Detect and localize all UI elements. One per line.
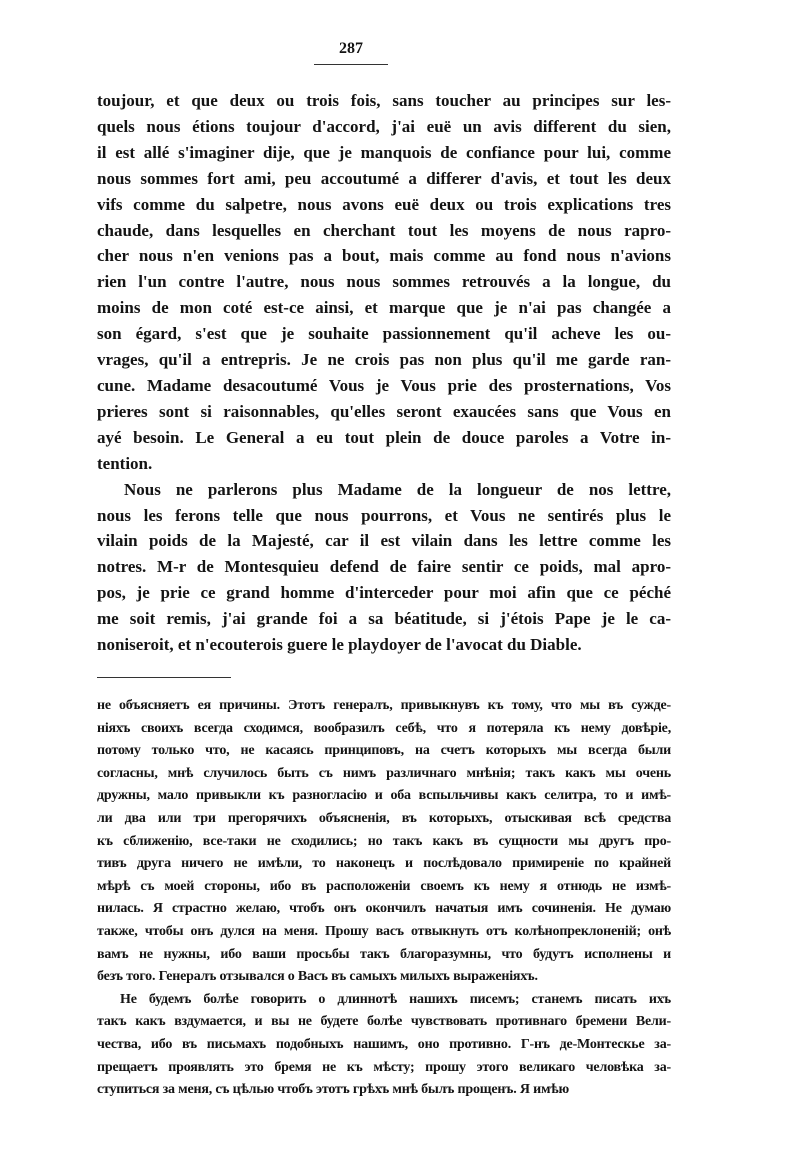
- french-text-block: [97, 88, 671, 658]
- text-line: такъ какъ вздумается, и вы не будете болѣе чувствовать противнаго бремени Вели-: [97, 1014, 671, 1030]
- page-number-rule: [314, 64, 388, 65]
- text-line: notres. M-r de Montesquieu defend de faire sentir ce poids, mal apro-: [97, 557, 671, 577]
- text-line: noniseroit, et n'ecouterois guere le playdoyer de l'avocat du Diable.: [97, 635, 582, 655]
- text-line: Не будемъ болѣе говорить о длиннотѣ нашихъ писемъ; станемъ писать ихъ: [120, 991, 671, 1007]
- text-line: вамъ не нужны, ибо ваши просьбы такъ благоразумны, что будутъ исполнены и: [97, 946, 671, 962]
- text-line: cune. Madame desacoutumé Vous je Vous prie des prosternations, Vos: [97, 375, 671, 395]
- text-line: toujour, et que deux ou trois fois, sans toucher au principes sur les-: [97, 91, 671, 110]
- text-line: cher nous n'en venions pas a bout, mais comme au fond nous n'avions: [97, 246, 671, 266]
- text-line: дружны, мало привыкли къ разногласію и оба вспыльчивы какъ селитра, то и имѣ-: [97, 788, 671, 804]
- text-line: chaude, dans lesquelles en cherchant tout les moyens de nous rapro-: [97, 220, 671, 240]
- text-line: мѣрѣ съ моей стороны, ибо въ расположеніи своемъ къ нему я отнюдь не измѣ-: [97, 878, 671, 894]
- text-line: ayé besoin. Le General a eu tout plein de douce paroles a Votre in-: [97, 427, 671, 447]
- text-line: son égard, s'est que je souhaite passionnement qu'il acheve les ou-: [97, 324, 671, 344]
- text-line: rien l'un contre l'autre, nous nous sommes retrouvés a la longue, du: [97, 272, 671, 292]
- russian-translation-block: [97, 695, 671, 1102]
- text-line: ступиться за меня, съ цѣлью чтобъ этотъ грѣхъ мнѣ былъ прощенъ. Я имѣю: [97, 1082, 569, 1098]
- text-line: ніяхъ своихъ всегда сходимся, вообразилъ себѣ, что я потеряла къ нему довѣріе,: [97, 720, 671, 736]
- text-line: pos, je prie ce grand homme d'interceder pour moi afin que ce péché: [97, 583, 671, 603]
- text-line: къ сближенію, все-таки не сходились; но такъ какъ въ сущности мы другъ про-: [97, 833, 671, 849]
- text-line: безъ того. Генералъ отзывался о Васъ въ самыхъ милыхъ выраженіяхъ.: [97, 969, 538, 985]
- text-line: потому только что, не касаясь принциповъ, на счетъ которыхъ мы всегда были: [97, 743, 671, 759]
- text-line: tention.: [97, 453, 153, 473]
- text-line: il est allé s'imaginer dije, que je manquois de confiance pour lui, comme: [97, 142, 671, 162]
- text-line: vilain poids de la Majesté, car il est vilain dans les lettre comme les: [97, 531, 671, 551]
- text-line: Nous ne parlerons plus Madame de la longueur de nos lettre,: [124, 479, 671, 499]
- text-line: тивъ друга ничего не имѣли, то наконецъ и послѣдовало примиреніе по крайней: [97, 856, 671, 872]
- text-line: nous sommes fort ami, peu accoutumé a differer d'avis, et tout les deux: [97, 168, 671, 188]
- page-number: 287: [339, 40, 363, 57]
- text-line: прещаетъ проявлять это бремя не къ мѣсту; прошу этого великаго человѣка за-: [97, 1059, 671, 1075]
- text-line: ли два или три прегорячихъ объясненія, въ которыхъ, отыскивая всѣ средства: [97, 810, 671, 826]
- text-line: vifs comme du salpetre, nous avons euë deux ou trois explications tres: [97, 194, 671, 214]
- text-line: также, чтобы онъ дулся на меня. Прошу васъ отвыкнуть отъ колѣнопреклоненій; онѣ: [97, 923, 671, 939]
- text-line: чества, ибо въ письмахъ подобныхъ нашимъ, оно противно. Г-нъ де-Монтескье за-: [97, 1036, 671, 1052]
- text-line: nous les ferons telle que nous pourrons, et Vous ne sentirés plus le: [97, 505, 671, 525]
- text-line: vrages, qu'il a entrepris. Je ne crois pas non plus qu'il me garde ran-: [97, 350, 671, 370]
- text-line: не объясняетъ ея причины. Этотъ генералъ, привыкнувъ къ тому, что мы въ сужде-: [97, 698, 671, 713]
- text-line: prieres sont si raisonnables, qu'elles seront exaucées sans que Vous en: [97, 401, 671, 421]
- footnote-divider: [97, 677, 231, 678]
- text-line: moins de mon coté est-ce ainsi, et marque que je n'ai pas changée a: [97, 298, 671, 318]
- text-line: quels nous étions toujour d'accord, j'ai euë un avis different du sien,: [97, 116, 671, 136]
- text-line: нилась. Я страстно желаю, чтобъ онъ окончилъ начатыя имъ сочиненія. Не думаю: [97, 901, 671, 917]
- text-line: согласны, мнѣ случилось быть съ нимъ различнаго мнѣнія; такъ какъ мы очень: [97, 765, 671, 781]
- text-line: me soit remis, j'ai grande foi a sa béatitude, si j'étois Pape je le ca-: [97, 609, 671, 629]
